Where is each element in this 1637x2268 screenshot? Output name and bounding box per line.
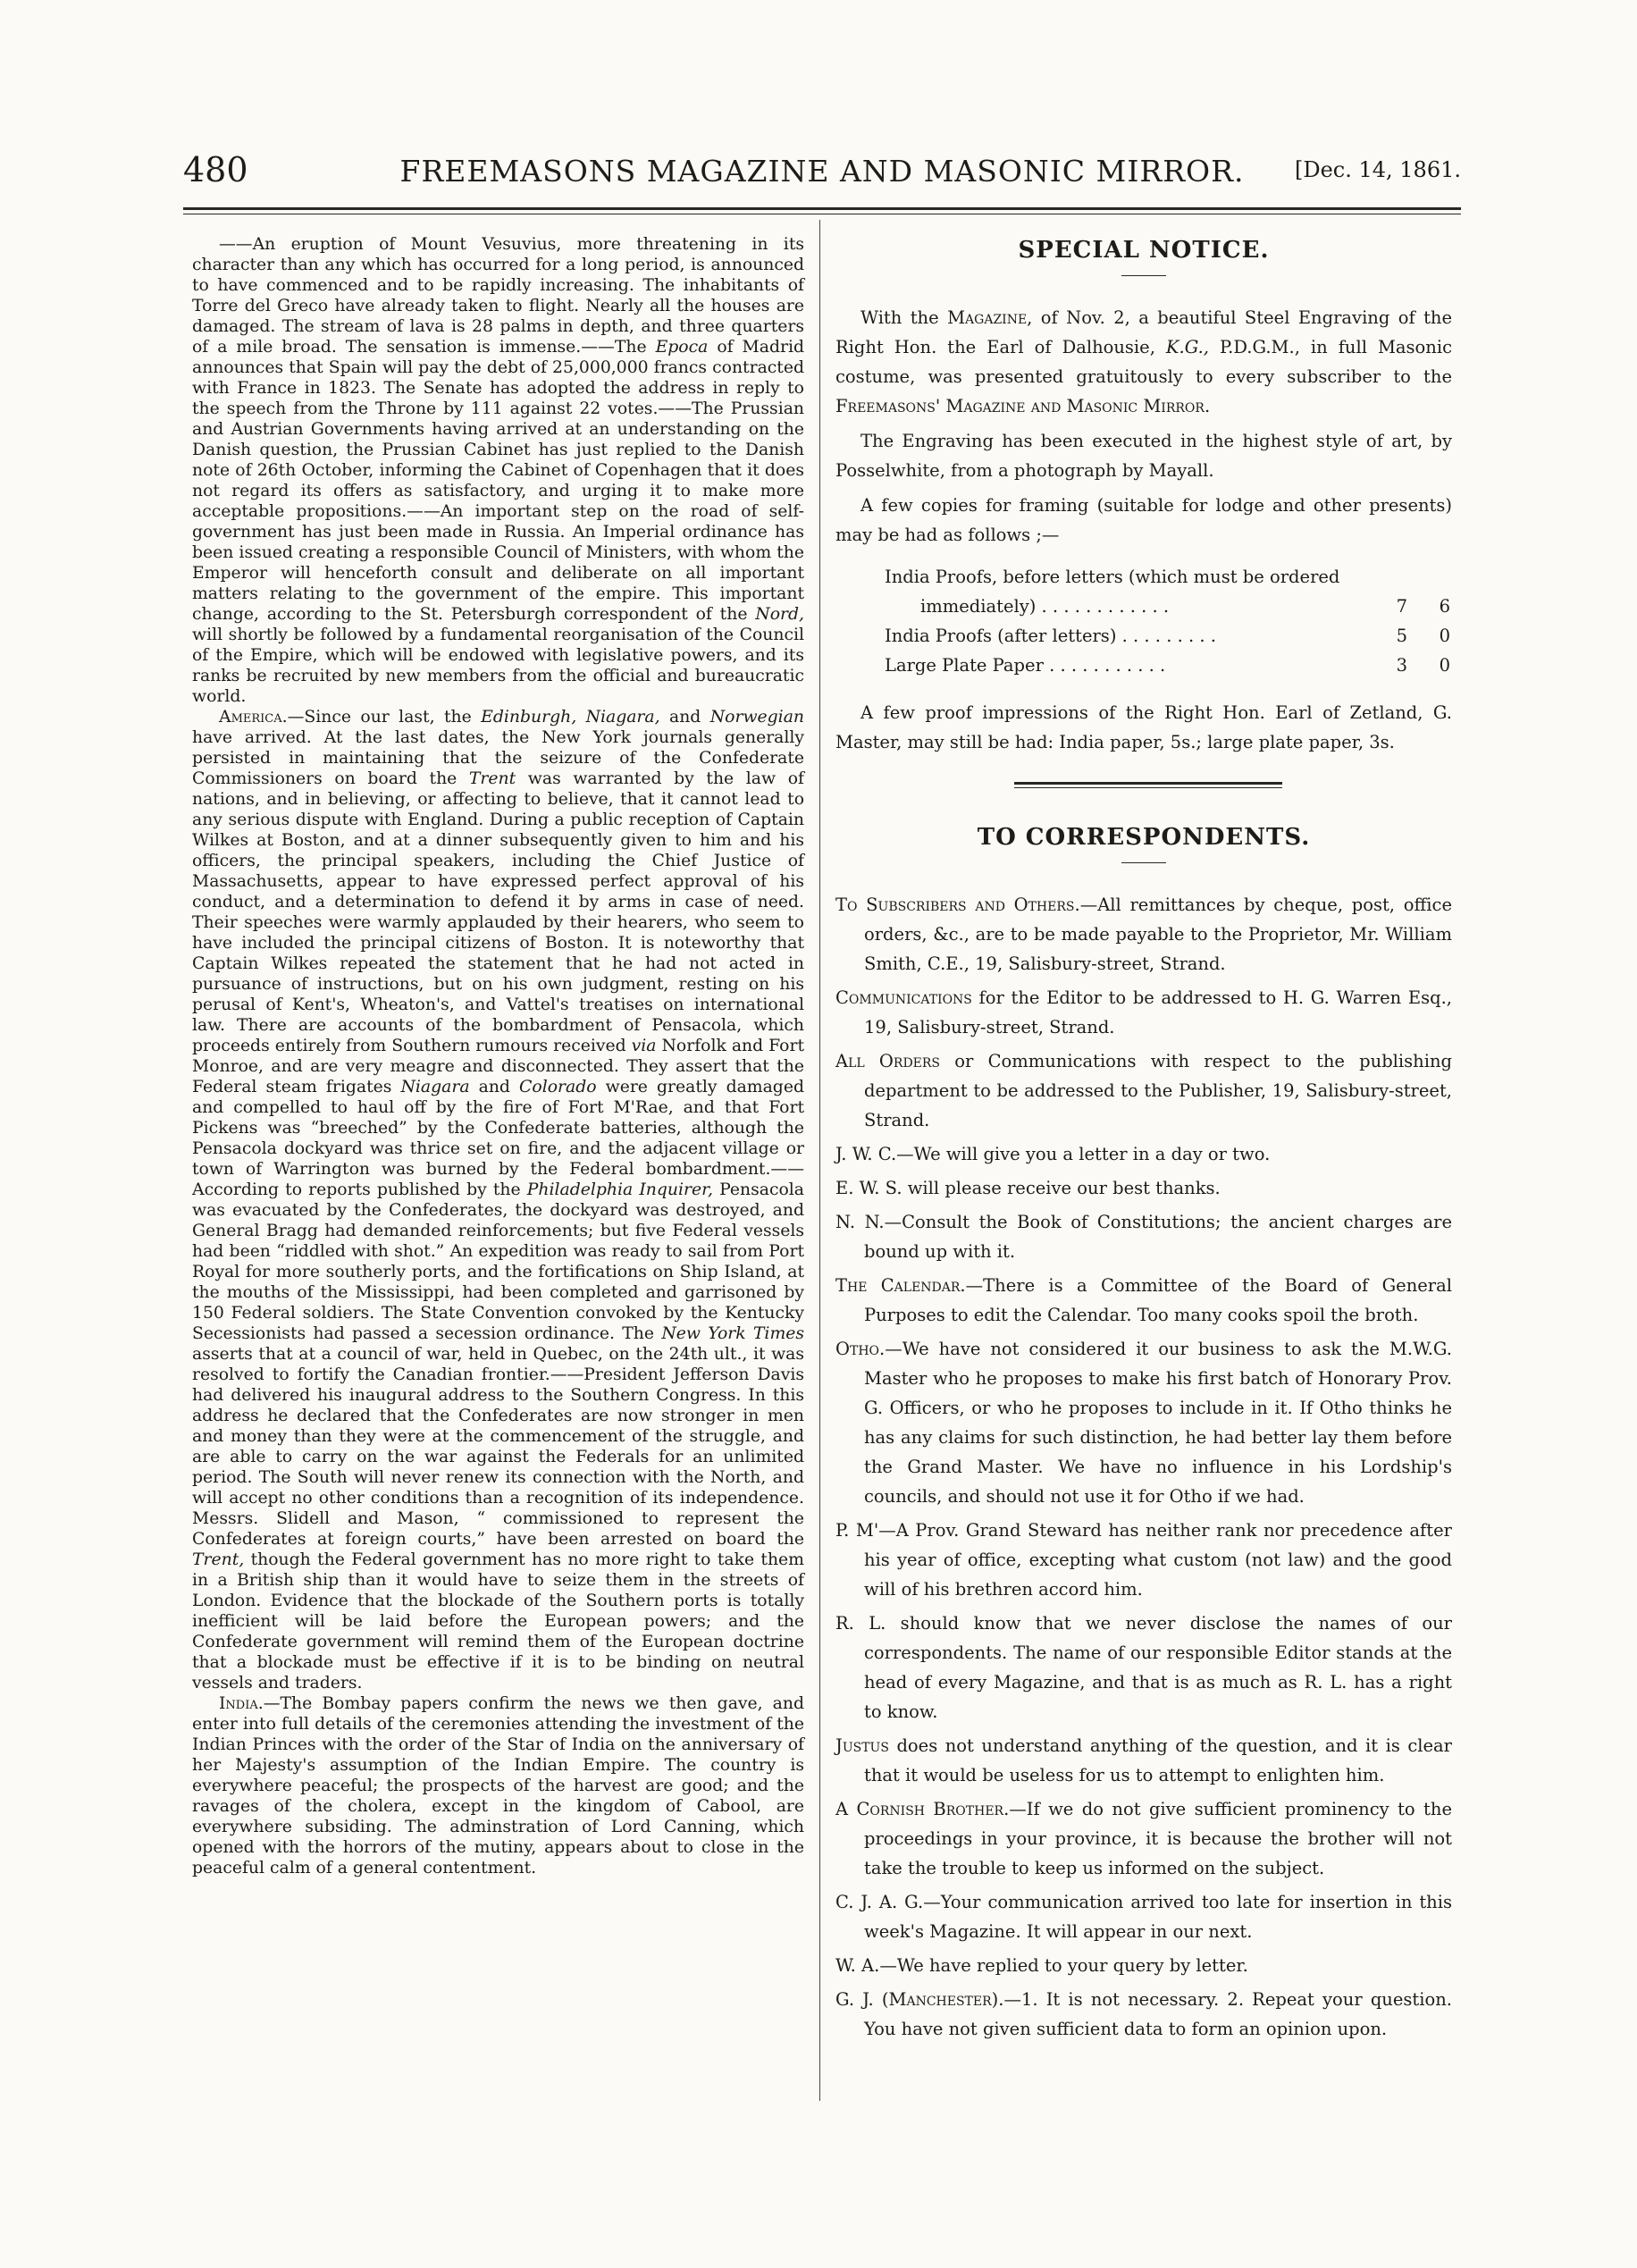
correspondent-reply: or Communications with respect to the publishing department to be addressed to the Publisher, 19, Salisbury-street, Strand.: [864, 1051, 1453, 1130]
price-row: Large Plate Paper . . . . . . . . . . . 3 0: [885, 655, 1450, 676]
correspondent-entry: [835, 1794, 1452, 1883]
correspondent-entry: [835, 1271, 1452, 1330]
correspondent-entry: [835, 1173, 1452, 1203]
correspondent-name: N. N.: [835, 1212, 885, 1232]
correspondent-reply: —A Prov. Grand Steward has neither rank nor precedence after his year of office, excepting what custom (not law) and the good will of his brethren accord him.: [864, 1520, 1452, 1600]
title-rule: [1121, 862, 1166, 863]
news-column: [192, 234, 804, 1878]
correspondent-reply: —If we do not give sufficient prominency to the proceedings in your province, it is because the brother will not take the trouble to keep us informed on the subject.: [864, 1799, 1452, 1878]
correspondent-reply: —Consult the Book of Constitutions; the ancient charges are bound up with it.: [864, 1212, 1452, 1262]
correspondent-name: E. W. S.: [835, 1178, 902, 1198]
notices-column: [835, 234, 1452, 2048]
section-divider: [835, 778, 1452, 794]
magazine-title: FREEMASONS MAGAZINE AND MASONIC MIRROR.: [399, 154, 1245, 189]
notice-paragraph: A few proof impressions of the Right Hon. Earl of Zetland, G. Master, may still be had: India paper, 5s.; large plate paper, 3s.: [835, 702, 1452, 752]
notice-paragraph: With the Magazine, of Nov. 2, a beautiful Steel Engraving of the Right Hon. the Earl of Dalhousie, K.G., P.D.G.M., in full Masonic costume, was presented gratuitously to every subscriber to the Freemasons' Magazine and Masonic Mirror.: [835, 307, 1453, 416]
correspondent-name: P. M': [835, 1520, 879, 1541]
correspondent-reply: —We have not considered it our business to ask the M.W.G. Master who he proposes to make his first batch of Honorary Prov. G. Officers, or who he proposes to include in it. If Otho thinks he has any claims for such distinction, he had better lay them before the Grand Master. We have no influence in his Lordship's councils, and should not use it for Otho if we had.: [864, 1339, 1452, 1507]
price-row: India Proofs (after letters) . . . . . . . . . 5 0: [885, 626, 1450, 646]
price-list: [835, 562, 1452, 680]
correspondent-entry: [835, 1731, 1452, 1790]
correspondent-name: G. J. (Manchester).: [835, 1989, 1004, 2010]
correspondents-section: [835, 821, 1452, 2044]
correspondent-entry: [835, 1951, 1452, 1980]
correspondent-reply: —We will give you a letter in a day or two.: [896, 1144, 1271, 1164]
correspondent-entry: [835, 890, 1452, 979]
page-header: [183, 150, 1461, 204]
correspondents-list: [835, 890, 1452, 2044]
correspondent-reply: for the Editor to be addressed to H. G. Warren Esq., 19, Salisbury-street, Strand.: [864, 987, 1452, 1037]
news-paragraph-europe: ——An eruption of Mount Vesuvius, more threatening in its character than any which has occurred for a long period, is announced to have commenced and to be rapidly increasing. The inhabitants of Torre del Greco have already taken to flight. Nearly all the houses are damaged. The stream of lava is 28 palms in depth, and three quarters of a mile broad. The sensation is immense.——The Epoca of Madrid announces that Spain will pay the debt of 25,000,000 francs contracted with France in 1823. The Senate has adopted the address in reply to the speech from the Throne by 111 against 22 votes.——The Prussian and Austrian Governments having arrived at an understanding on the Danish question, the Prussian Cabinet has just replied to the Danish note of 26th October, informing the Cabinet of Copenhagen that it does not regard its offers as satisfactory, and urging it to make more acceptable propositions.——An important step on the road of self-government has just been made in Russia. An Imperial ordinance has been issued creating a responsible Council of Ministers, with whom the Emperor will henceforth consult and deliberate on all important matters relating to the government of the empire. This important change, according to the St. Petersburgh correspondent of the Nord, will shortly be followed by a fundamental reorganisation of the Council of the Empire, which will be endowed with legislative powers, and its ranks be recruited by new members from the official and bureaucratic world.: [192, 235, 804, 706]
correspondent-name: The Calendar.: [835, 1275, 966, 1296]
correspondent-reply: —There is a Committee of the Board of General Purposes to edit the Calendar. Too many cooks spoil the broth.: [864, 1275, 1452, 1325]
correspondent-reply: —All remittances by cheque, post, office orders, &c., are to be made payable to the Proprietor, Mr. William Smith, C.E., 19, Salisbury-street, Strand.: [864, 895, 1452, 974]
correspondent-reply: —1. It is not necessary. 2. Repeat your question. You have not given sufficient data to form an opinion upon.: [864, 1989, 1452, 2039]
correspondent-name: R. L.: [835, 1613, 886, 1634]
correspondent-name: To Subscribers and Others.: [835, 895, 1080, 915]
correspondent-reply: does not understand anything of the question, and it is clear that it would be useless for us to attempt to enlighten him.: [864, 1735, 1452, 1785]
correspondent-entry: [835, 1609, 1452, 1726]
correspondent-entry: [835, 1207, 1452, 1266]
correspondent-name: C. J. A. G.: [835, 1892, 924, 1912]
correspondent-reply: —Your communication arrived too late for insertion in this week's Magazine. It will appear in our next.: [864, 1892, 1452, 1942]
price-row: immediately) . . . . . . . . . . . . 7 6: [920, 596, 1450, 617]
notice-paragraph: A few copies for framing (suitable for lodge and other presents) may be had as follows ;—: [835, 495, 1452, 545]
issue-date: [Dec. 14, 1861.: [1294, 157, 1461, 182]
special-notice-title: SPECIAL NOTICE.: [1018, 237, 1270, 264]
news-paragraph-america: America.—Since our last, the Edinburgh, Niagara, and Norwegian have arrived. At the last dates, the New York journals generally persisted in maintaining that the seizure of the Confederate Commissioners on board the Trent was warranted by the law of nations, and in believing, or affecting to believe, that it cannot lead to any serious dispute with England. During a public reception of Captain Wilkes at Boston, and at a dinner subsequently given to him and his officers, the principal speakers, including the Chief Justice of Massachusetts, appear to have expressed perfect approval of his conduct, and a determination to defend it by arms in case of need. Their speeches were warmly applauded by their hearers, who seem to have included the principal citizens of Boston. It is noteworthy that Captain Wilkes repeated the statement that he had not acted in pursuance of instructions, but on his own judgment, resting on his perusal of Kent's, Wheaton's, and Vattel's treatises on international law. There are accounts of the bombardment of Pensacola, which proceeds entirely from Southern rumours received via Norfolk and Fort Monroe, and are very meagre and disconnected. They assert that the Federal steam frigates Niagara and Colorado were greatly damaged and compelled to haul off by the fire of Fort M'Rae, and that Fort Pickens was “breeched” by the Confederate batteries, although the Pensacola dockyard was thrice set on fire, and the adjacent village or town of Warrington was burned by the Federal bombardment.——According to reports published by the Philadelphia Inquirer, Pensacola was evacuated by the Confederates, the dockyard was destroyed, and General Bragg had demanded reinforcements; but five Federal vessels had been “riddled with shot.” An expedition was ready to sail from Port Royal for more southerly ports, and the fortifications on Ship Island, at the mouths of the Mississippi, had been completed and garrisoned by 150 Federal soldiers. The State Convention convoked by the Kentucky Secessionists had passed a secession ordinance. The New York Times asserts that at a council of war, held in Quebec, on the 24th ult., it was resolved to fortify the Canadian frontier.——President Jefferson Davis had delivered his inaugural address to the Southern Congress. In this address he declared that the Confederates are now stronger in men and money than they were at the commencement of the struggle, and are able to carry on the war against the Federals for an unlimited period. The South will never renew its connection with the North, and will accept no other conditions than a recognition of its independence. Messrs. Slidell and Mason, “ commissioned to represent the Confederates at foreign courts,” have been arrested on board the Trent, though the Federal government has no more right to take them in a British ship than it would have to seize them in the streets of London. Evidence that the blockade of the Southern ports is totally inefficient will be laid before the European powers; and the Confederate government will remind them of the European doctrine that a blockade must be effective if it is to be binding on neutral vessels and traders.: [192, 708, 805, 1693]
correspondent-name: A Cornish Brother.: [835, 1799, 1010, 1819]
correspondent-entry: [835, 983, 1452, 1042]
correspondent-entry: [835, 1887, 1452, 1946]
correspondent-name: J. W. C.: [835, 1144, 897, 1164]
correspondent-name: Justus: [835, 1735, 889, 1756]
price-row: India Proofs, before letters (which must be ordered: [885, 567, 1340, 587]
title-rule: [1121, 275, 1166, 276]
notice-paragraph: The Engraving has been executed in the highest style of art, by Posselwhite, from a photograph by Mayall.: [835, 431, 1452, 481]
header-rule: [183, 207, 1461, 210]
correspondent-reply: will please receive our best thanks.: [902, 1178, 1221, 1198]
correspondent-reply: should know that we never disclose the names of our correspondents. The name of our responsible Editor stands at the head of every Magazine, and that is as much as R. L. has a right to know.: [864, 1613, 1452, 1722]
correspondent-name: W. A.: [835, 1955, 880, 1976]
correspondents-title: TO CORRESPONDENTS.: [977, 824, 1311, 851]
news-paragraph-india: India.—The Bombay papers confirm the news we then gave, and enter into full details of the ceremonies attending the investment of the Indian Princes with the order of the Star of India on the anniversary of her Majesty's assumption of the Indian Empire. The country is everywhere peaceful; the prospects of the harvest are good; and the ravages of the cholera, except in the kingdom of Cabool, are everywhere subsiding. The adminstration of Lord Canning, which opened with the horrors of the mutiny, appears about to close in the peaceful calm of a general contentment.: [192, 1694, 804, 1877]
correspondent-entry: [835, 1985, 1452, 2044]
correspondent-name: Communications: [835, 987, 972, 1008]
correspondent-entry: [835, 1046, 1452, 1135]
page-number: 480: [183, 150, 248, 189]
correspondent-entry: [835, 1516, 1452, 1604]
special-notice: [835, 234, 1452, 757]
correspondent-entry: [835, 1139, 1452, 1169]
column-divider: [819, 220, 820, 2101]
correspondent-name: All Orders: [835, 1051, 941, 1071]
correspondent-reply: —We have replied to your query by letter.: [879, 1955, 1248, 1976]
correspondent-name: Otho.: [835, 1339, 886, 1359]
correspondent-entry: [835, 1334, 1452, 1511]
